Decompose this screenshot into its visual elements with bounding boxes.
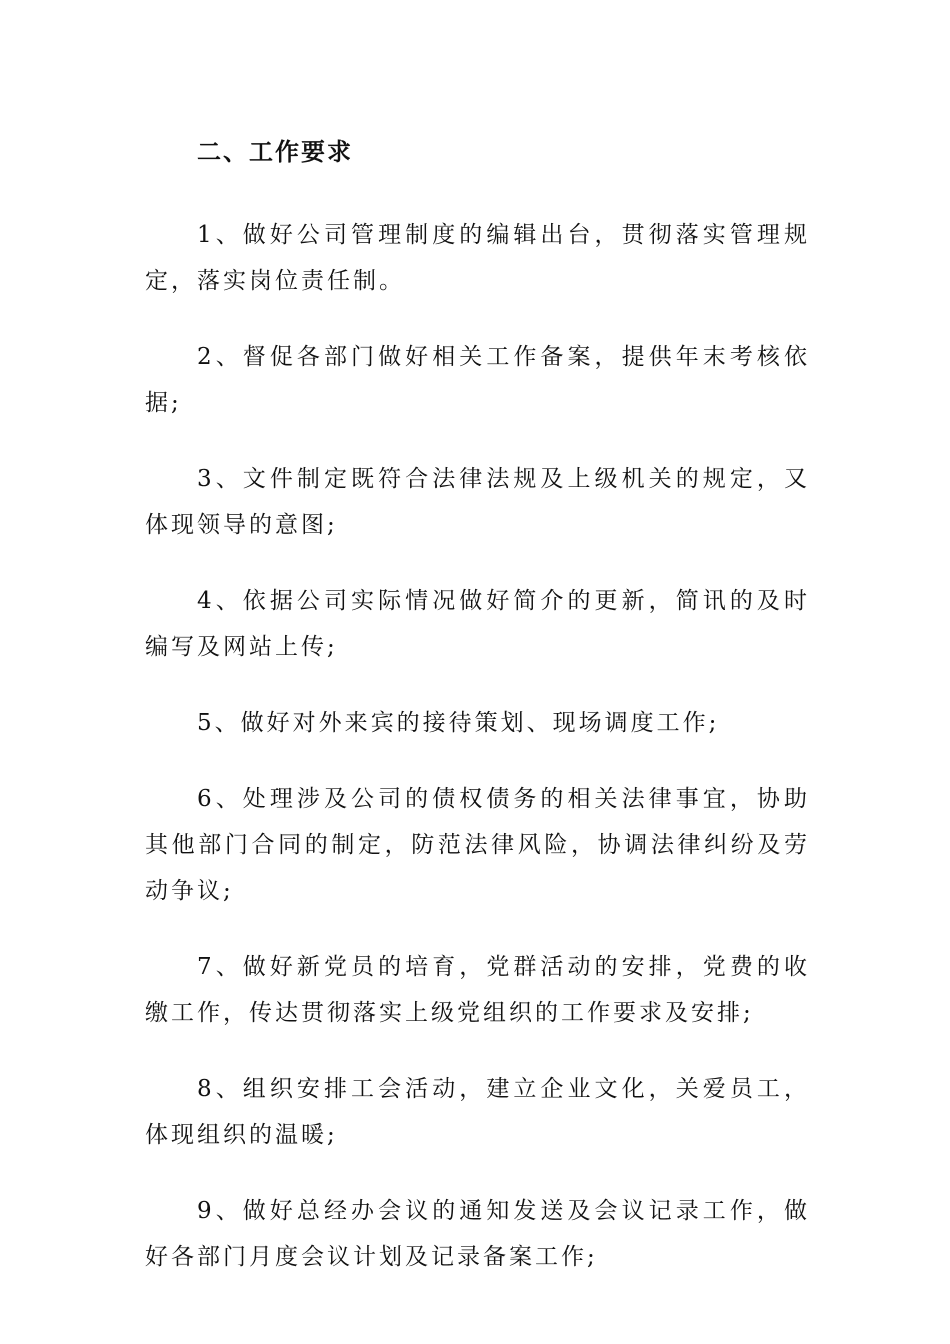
requirement-item-7: 7、做好新党员的培育，党群活动的安排，党费的收缴工作，传达贯彻落实上级党组织的工作要求及安排; [145, 954, 810, 1026]
requirement-item-6: 6、处理涉及公司的债权债务的相关法律事宜，协助其他部门合同的制定，防范法律风险，协调法律纠纷及劳动争议; [145, 786, 810, 904]
requirement-item-9: 9、做好总经办会议的通知发送及会议记录工作，做好各部门月度会议计划及记录备案工作; [145, 1198, 810, 1270]
requirement-item-4: 4、依据公司实际情况做好简介的更新，简讯的及时编写及网站上传; [145, 588, 810, 660]
requirement-item-1: 1、做好公司管理制度的编辑出台，贯彻落实管理规定，落实岗位责任制。 [145, 222, 810, 294]
section-heading: 二、工作要求 [197, 137, 353, 166]
requirement-item-5: 5、做好对外来宾的接待策划、现场调度工作; [197, 710, 720, 736]
document-page [145, 130, 810, 1280]
requirement-item-2: 2、督促各部门做好相关工作备案，提供年末考核依据; [145, 344, 810, 416]
requirement-item-3: 3、文件制定既符合法律法规及上级机关的规定，又体现领导的意图; [145, 466, 810, 538]
requirement-item-8: 8、组织安排工会活动，建立企业文化，关爱员工，体现组织的温暖; [145, 1076, 810, 1148]
